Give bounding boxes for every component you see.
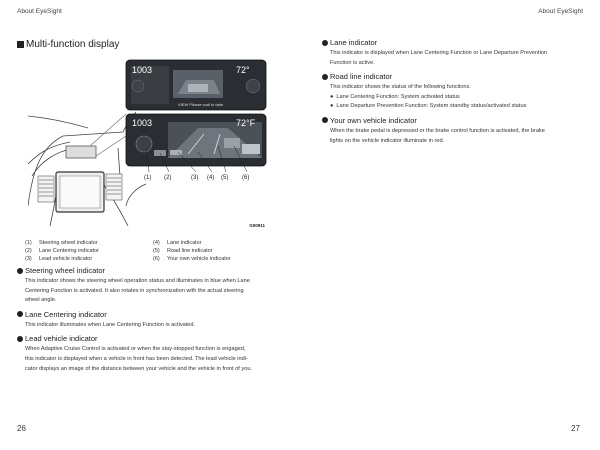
running-header-left: About EyeSight <box>17 8 62 15</box>
dash-mini-display <box>66 146 96 158</box>
section-body: This indicator is displayed when Lane Centering Function or Lane Departure Prevention Function is active. <box>330 50 548 66</box>
bullet-icon <box>322 74 328 80</box>
square-bullet-icon <box>17 41 24 48</box>
section-body: When the brake pedal is depressed or the brake control function is activated, the brake lights on the vehicle indicator illuminate in red. <box>330 127 545 144</box>
section-title <box>17 39 119 50</box>
page-number-right: 27 <box>571 424 580 433</box>
callout-3: (3) <box>191 175 199 181</box>
section-body: This indicator shows the steering wheel operation status and illuminates in blue when Lane Centering Function is activated. It also rotates in synchronization with the actual steering wheel angle. <box>25 278 250 304</box>
callout-4: (4) <box>207 175 215 181</box>
bullet-icon <box>17 336 23 342</box>
running-header-right: About EyeSight <box>538 8 583 15</box>
callout-1: (1) <box>144 175 152 181</box>
section-body: When Adaptive Cruise Control is activated or when the stay-stopped function is engaged, this indicator is displayed when a vehicle in front has been detected. The lead vehicle indi- cator displays an image of the distance between your vehicle and the vehicle in front of you. <box>25 346 252 372</box>
callout-6: (6) <box>242 175 250 181</box>
callout-2: (2) <box>164 175 172 181</box>
section-heading: Steering wheel indicator <box>17 266 279 275</box>
legend-item: (3) Lead vehicle indicator <box>25 255 93 262</box>
legend-item: (6) Your own vehicle indicator <box>153 255 231 262</box>
callout-5: (5) <box>221 175 229 181</box>
list-item: ● Lane Departure Prevention Function: System standby status/activated status <box>330 103 527 110</box>
legend-item: (1) Steering wheel indicator <box>25 240 98 246</box>
legend-right <box>153 240 273 263</box>
section-body: This indicator illuminates when Lane Centering Function is activated. <box>25 321 196 328</box>
page-number-left: 26 <box>17 424 26 433</box>
section-heading: Lead vehicle indicator <box>17 334 279 343</box>
legend-item: (4) Lane indicator <box>153 240 202 246</box>
section-heading: Road line indicator <box>322 72 584 81</box>
list-item: ● Lane Centering Function: System activated status <box>330 93 460 100</box>
top-speed-readout: 1003 <box>132 65 153 75</box>
section-heading: Lane Centering indicator <box>17 310 279 319</box>
section-heading: Lane indicator <box>322 38 584 47</box>
top-screen-caption: VIEW Please wait to fade <box>178 102 224 107</box>
bullet-icon <box>17 311 23 317</box>
section-title-text: Multi-function display <box>26 39 120 50</box>
legend-item: (5) Road line indicator <box>153 247 213 254</box>
top-temp-readout: 72° <box>236 65 250 75</box>
legend-item: (2) Lane Centering indicator <box>25 247 99 254</box>
bullet-icon <box>322 40 328 46</box>
bullet-icon <box>322 117 328 123</box>
bottom-speed-readout: 1003 <box>132 118 153 128</box>
bottom-temp-readout: 72°F <box>236 118 256 128</box>
dashboard-illustration <box>28 56 270 232</box>
bullet-icon <box>17 268 23 274</box>
figure-code: G00911 <box>249 223 265 228</box>
dashboard-figure <box>28 56 270 232</box>
left-body <box>17 266 279 374</box>
right-body <box>322 38 584 146</box>
section-heading: Your own vehicle indicator <box>322 116 584 125</box>
legend-left <box>25 240 145 263</box>
section-body: This indicator shows the status of the following functions. ● Lane Centering Function: System activated status ● Lane Departure Prevention Function: System standby status/activated status <box>322 83 584 112</box>
